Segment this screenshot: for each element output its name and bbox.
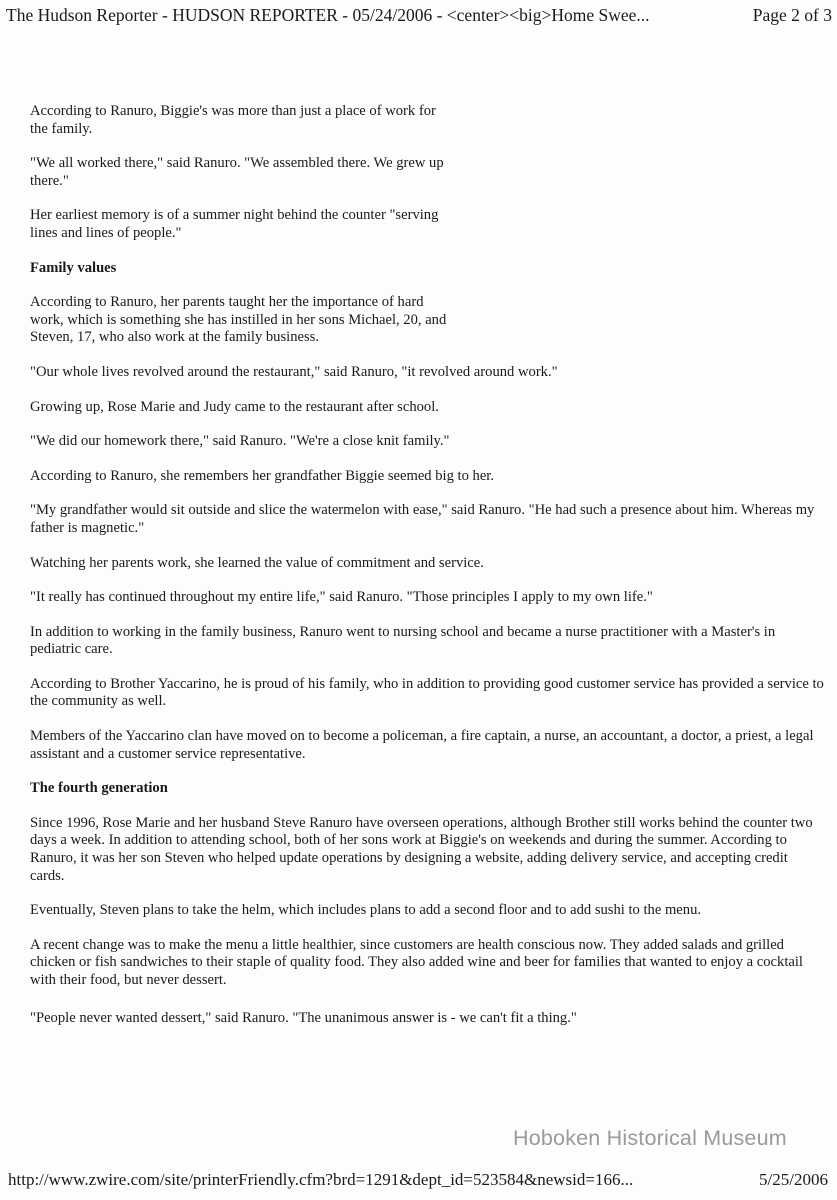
paragraph: "We all worked there," said Ranuro. "We assembled there. We grew up there." [30,155,444,189]
paragraph: Eventually, Steven plans to take the helm, which includes plans to add a second floor and to add sushi to the menu. [30,902,702,919]
page-title: The Hudson Reporter - HUDSON REPORTER - 05/24/2006 - <center><big>Home Swee... [6,5,650,25]
paragraph: Her earliest memory is of a summer night behind the counter "serving lines and lines of people." [30,207,439,241]
paragraph: A recent change was to make the menu a little healthier, since customers are health conscious now. They added salads and grilled chicken or fish sandwiches to their staple of quality food. They also added wine and beer for families that wanted to enjoy a cocktail with their food, but never dessert. [30,936,803,988]
article-body [30,103,825,1027]
paragraph: According to Ranuro, Biggie's was more than just a place of work for the family. [30,103,436,137]
paragraph: "People never wanted dessert," said Ranuro. "The unanimous answer is - we can't fit a thing." [30,1009,577,1026]
paragraph: In addition to working in the family business, Ranuro went to nursing school and became a nurse practitioner with a Master's in pediatric care. [30,623,776,658]
section-heading: The fourth generation [30,780,168,797]
paragraph: Since 1996, Rose Marie and her husband Steve Ranuro have overseen operations, although Brother still works behind the counter two days a week. In addition to attending school, both of her sons work at Biggie's on weekends and during the summer. According to Ranuro, it was her son Steven who helped update operations by designing a website, adding delivery service, and accepting credit cards. [30,814,813,884]
paragraph: Watching her parents work, she learned the value of commitment and service. [30,554,484,571]
paragraph: According to Ranuro, her parents taught her the importance of hard work, which is something she has instilled in her sons Michael, 20, and Steven, 17, who also work at the family business. [30,294,447,346]
source-url: http://www.zwire.com/site/printerFriendly.cfm?brd=1291&dept_id=523584&newsid=166... [8,1170,634,1189]
paragraph: According to Brother Yaccarino, he is proud of his family, who in addition to providing good customer service has provided a service to the community as well. [30,675,824,710]
section-heading: Family values [30,259,117,276]
paragraph: "Our whole lives revolved around the restaurant," said Ranuro, "it revolved around work." [30,363,558,380]
museum-watermark: Hoboken Historical Museum [513,1126,787,1150]
paragraph: "We did our homework there," said Ranuro. "We're a close knit family." [30,433,450,450]
paragraph: "My grandfather would sit outside and slice the watermelon with ease," said Ranuro. "He had such a presence about him. Whereas my father is magnetic." [30,502,815,536]
paragraph: Members of the Yaccarino clan have moved on to become a policeman, a fire captain, a nurse, an accountant, a doctor, a priest, a legal assistant and a customer service representative. [30,728,814,762]
paragraph: Growing up, Rose Marie and Judy came to the restaurant after school. [30,398,439,415]
paragraph: According to Ranuro, she remembers her grandfather Biggie seemed big to her. [30,467,495,484]
paragraph: "It really has continued throughout my entire life," said Ranuro. "Those principles I apply to my own life." [30,589,653,606]
print-date: 5/25/2006 [759,1170,828,1189]
page-number: Page 2 of 3 [752,5,832,25]
